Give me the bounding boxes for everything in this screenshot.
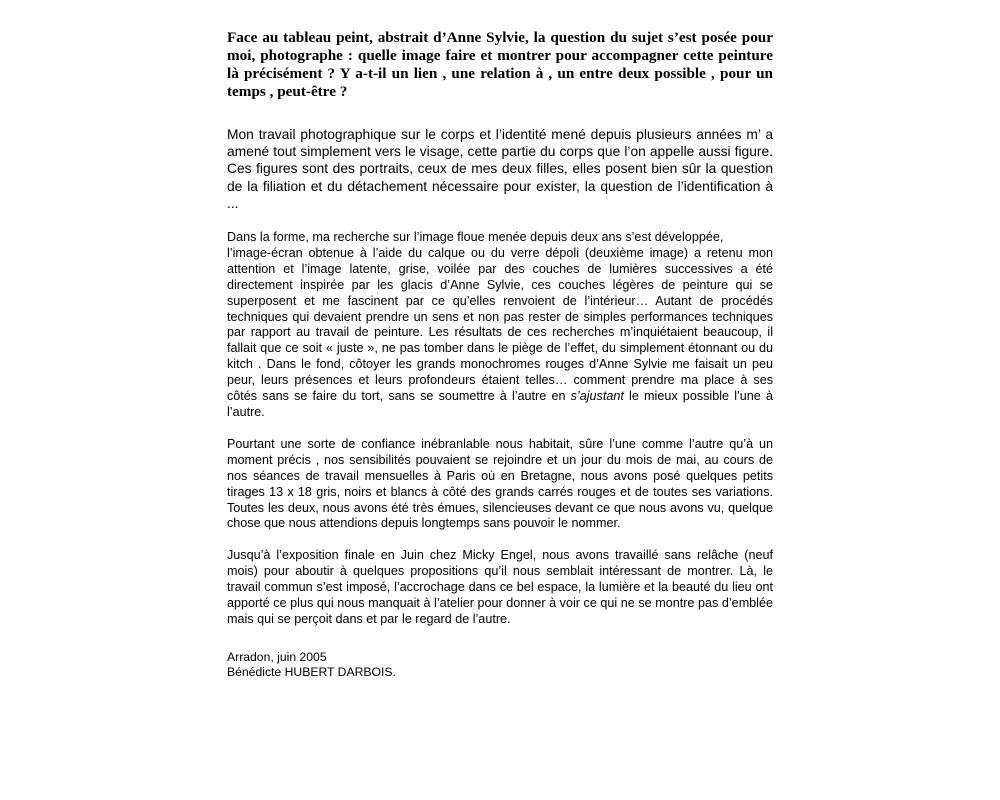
- paragraph-text-a: l’image-écran obtenue à l’aide du calque ou du verre dépoli (deuxième image) a retenu mon attention et l’image latente, grise, voilée par des couches de lumières successives a été directement inspirée par les glacis d’Anne Sylvie, ces couches légères de peinture qui se superposent et me fascinent par ce qu’elles renvoient de l’intérieur… Autant de procédés techniques qui devaient prendre un sens et non pas rester de simples performances techniques par rapport au travail de peinture. Les résultats de ces recherches m’inquiétaient beaucoup, il fallait que ce soit « juste », ne pas tomber dans le piège de l’effet, du simplement étonnant ou du kitch . Dans le fond, côtoyer les grands monochromes rouges d’Anne Sylvie me faisait un peu peur, leurs présences et leurs profondeurs étaient telles… comment prendre ma place à ses côtés sans se faire du tort, sans se soumettre à l’autre en: [227, 245, 773, 404]
- paragraph-opening-line: Dans la forme, ma recherche sur l’image floue menée depuis deux ans s’est développée,: [227, 230, 724, 245]
- signature-block: [227, 650, 773, 680]
- document-page: [227, 29, 773, 680]
- paragraph-text-b: le mieux possible l’une à l’autre.: [227, 389, 773, 419]
- signature-place-date: Arradon, juin 2005: [227, 649, 327, 664]
- emphasized-word: s’ajustant: [570, 389, 624, 404]
- paragraph-confidence: Pourtant une sorte de confiance inébranlable nous habitait, sûre l’une comme l’autre qu’à un moment précis , nos sensibilités pouvaient se rejoindre et un jour du mois de mai, au cours de nos séances de travail mensuelles à Paris où en Bretagne, nous avons posé quelques petits tirages 13 x 18 gris, noirs et blancs à côté des grands carrés rouges et de toutes ses variations. Toutes les deux, nous avons été très émues, silencieuses devant ce que nous avons vu, quelque chose que nous attendions depuis longtemps sans pouvoir le nommer.: [227, 436, 773, 531]
- paragraph-exhibition: Jusqu’à l’exposition finale en Juin chez Micky Engel, nous avons travaillé sans relâche (neuf mois) pour aboutir à quelques propositions qu’il nous semblait intéressant de montrer. Là, le travail commun s’est imposé, l’accrochage dans ce bel espace, la lumière et la beauté du lieu ont apporté ce plus qui nous manquait à l’atelier pour donner à voir ce qui ne se montre pas d’emblée mais qui se perçoit dans et par le regard de l’autre.: [227, 548, 773, 626]
- paragraph-blurred-image-research: [227, 230, 773, 421]
- paragraph-portrait-work: Mon travail photographique sur le corps et l’identité mené depuis plusieurs années m’ a amené tout simplement vers le visage, cette partie du corps que l’on appelle aussi figure. Ces figures sont des portraits, ceux de mes deux filles, elles posent bien sûr la question de la filiation et du détachement nécessaire pour exister, la question de l’identification à ...: [227, 127, 773, 211]
- signature-author: Bénédicte HUBERT DARBOIS.: [227, 664, 396, 679]
- intro-paragraph: Face au tableau peint, abstrait d’Anne Sylvie, la question du sujet s’est posée pour moi, photographe : quelle image faire et montrer pour accompagner cette peinture là précisément ? Y a-t-il un lien , une relation à , un entre deux possible , pour un temps , peut-être ?: [227, 29, 773, 100]
- paragraph-body: [227, 246, 773, 421]
